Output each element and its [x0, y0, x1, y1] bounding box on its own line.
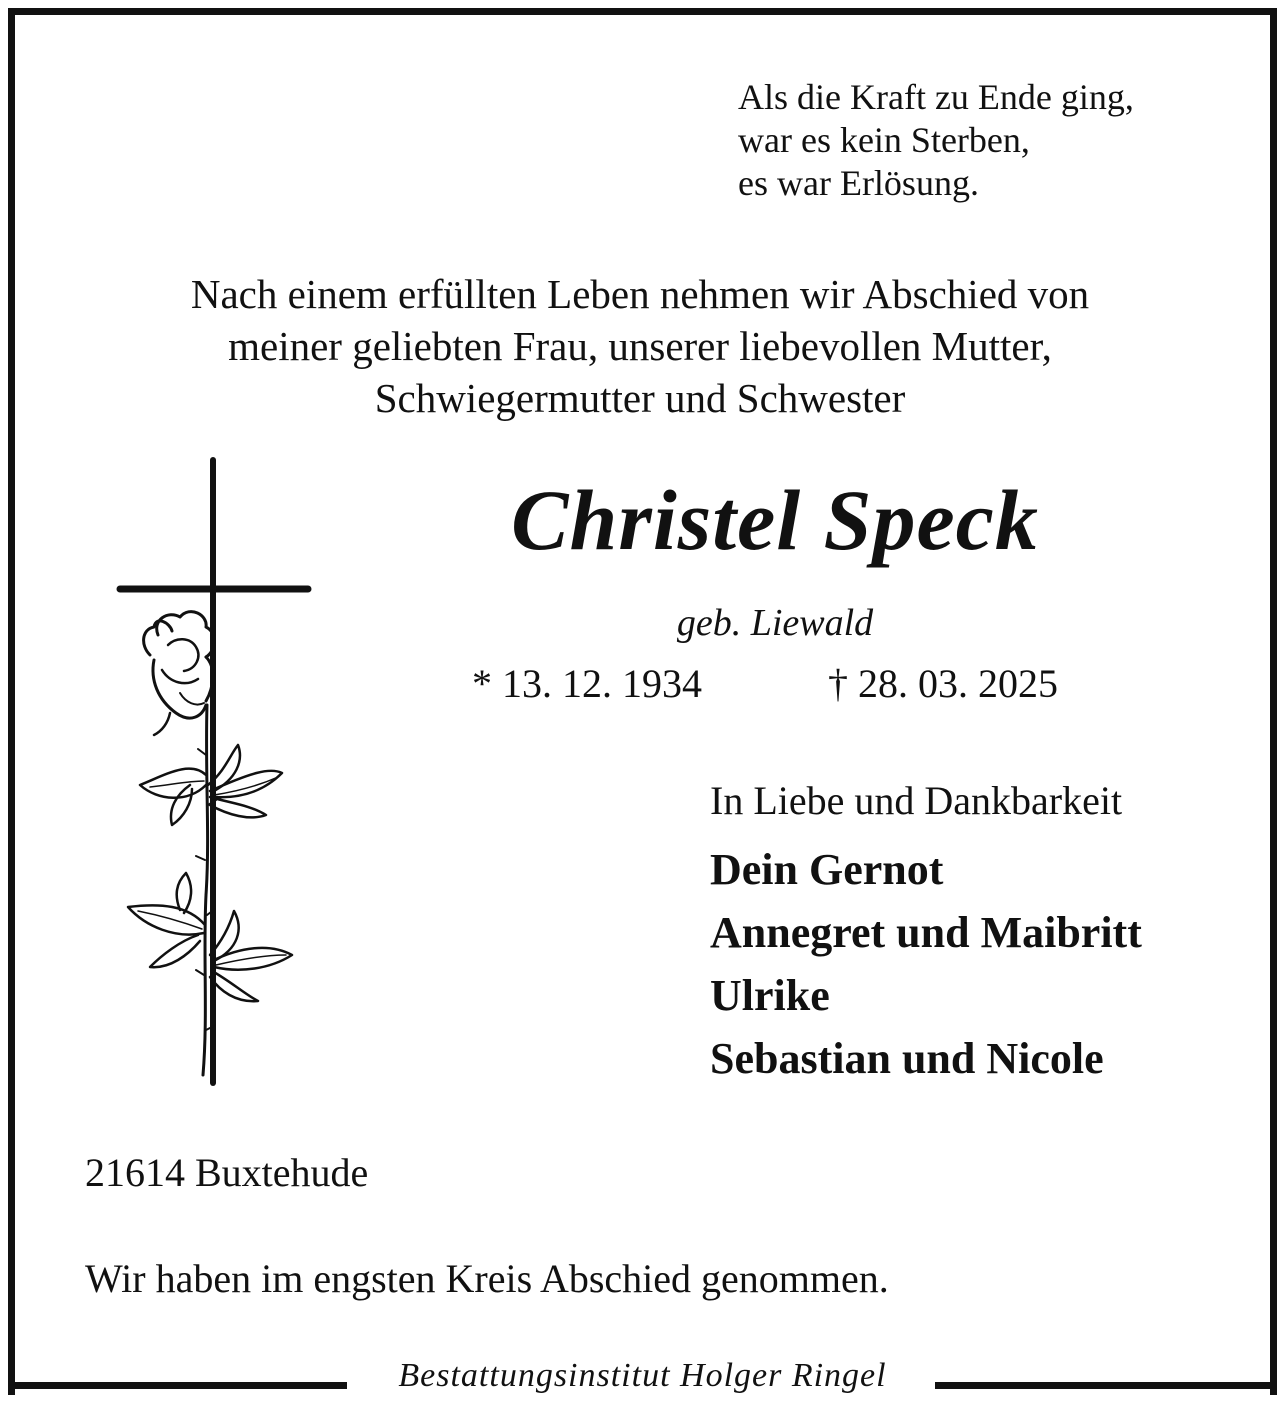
intro-line: Nach einem erfüllten Leben nehmen wir Abschied von — [190, 271, 1090, 317]
birth-date: * 13. 12. 1934 — [472, 661, 702, 706]
quote-line: Als die Kraft zu Ende ging, — [738, 77, 1134, 117]
bottom-rule-left — [8, 1382, 347, 1389]
mourner-name: Annegret und Maibritt — [710, 908, 1142, 957]
intro-text — [40, 268, 1240, 424]
mourner-name: Ulrike — [710, 971, 830, 1020]
mourner-name: Sebastian und Nicole — [710, 1034, 1104, 1083]
maiden-name: geb. Liewald — [676, 602, 874, 644]
mourners-block — [710, 776, 1142, 1090]
undertaker-name: Bestattungsinstitut Holger Ringel — [398, 1357, 887, 1394]
opening-quote — [738, 76, 1134, 205]
quote-line: war es kein Sterben, — [738, 120, 1030, 160]
mourners-lead: In Liebe und Dankbarkeit — [710, 778, 1123, 823]
funeral-note: Wir haben im engsten Kreis Abschied genommen. — [85, 1256, 889, 1301]
death-date: † 28. 03. 2025 — [828, 661, 1058, 706]
mourner-name: Dein Gernot — [710, 845, 944, 894]
cross-with-rose-icon — [110, 455, 320, 1095]
deceased-name: Christel Speck — [511, 472, 1039, 568]
bottom-rule-right — [935, 1382, 1270, 1389]
intro-line: Schwiegermutter und Schwester — [374, 375, 906, 421]
intro-line: meiner geliebten Frau, unserer liebevollen Mutter, — [228, 323, 1052, 369]
quote-line: es war Erlösung. — [738, 163, 979, 203]
place: 21614 Buxtehude — [85, 1150, 369, 1195]
